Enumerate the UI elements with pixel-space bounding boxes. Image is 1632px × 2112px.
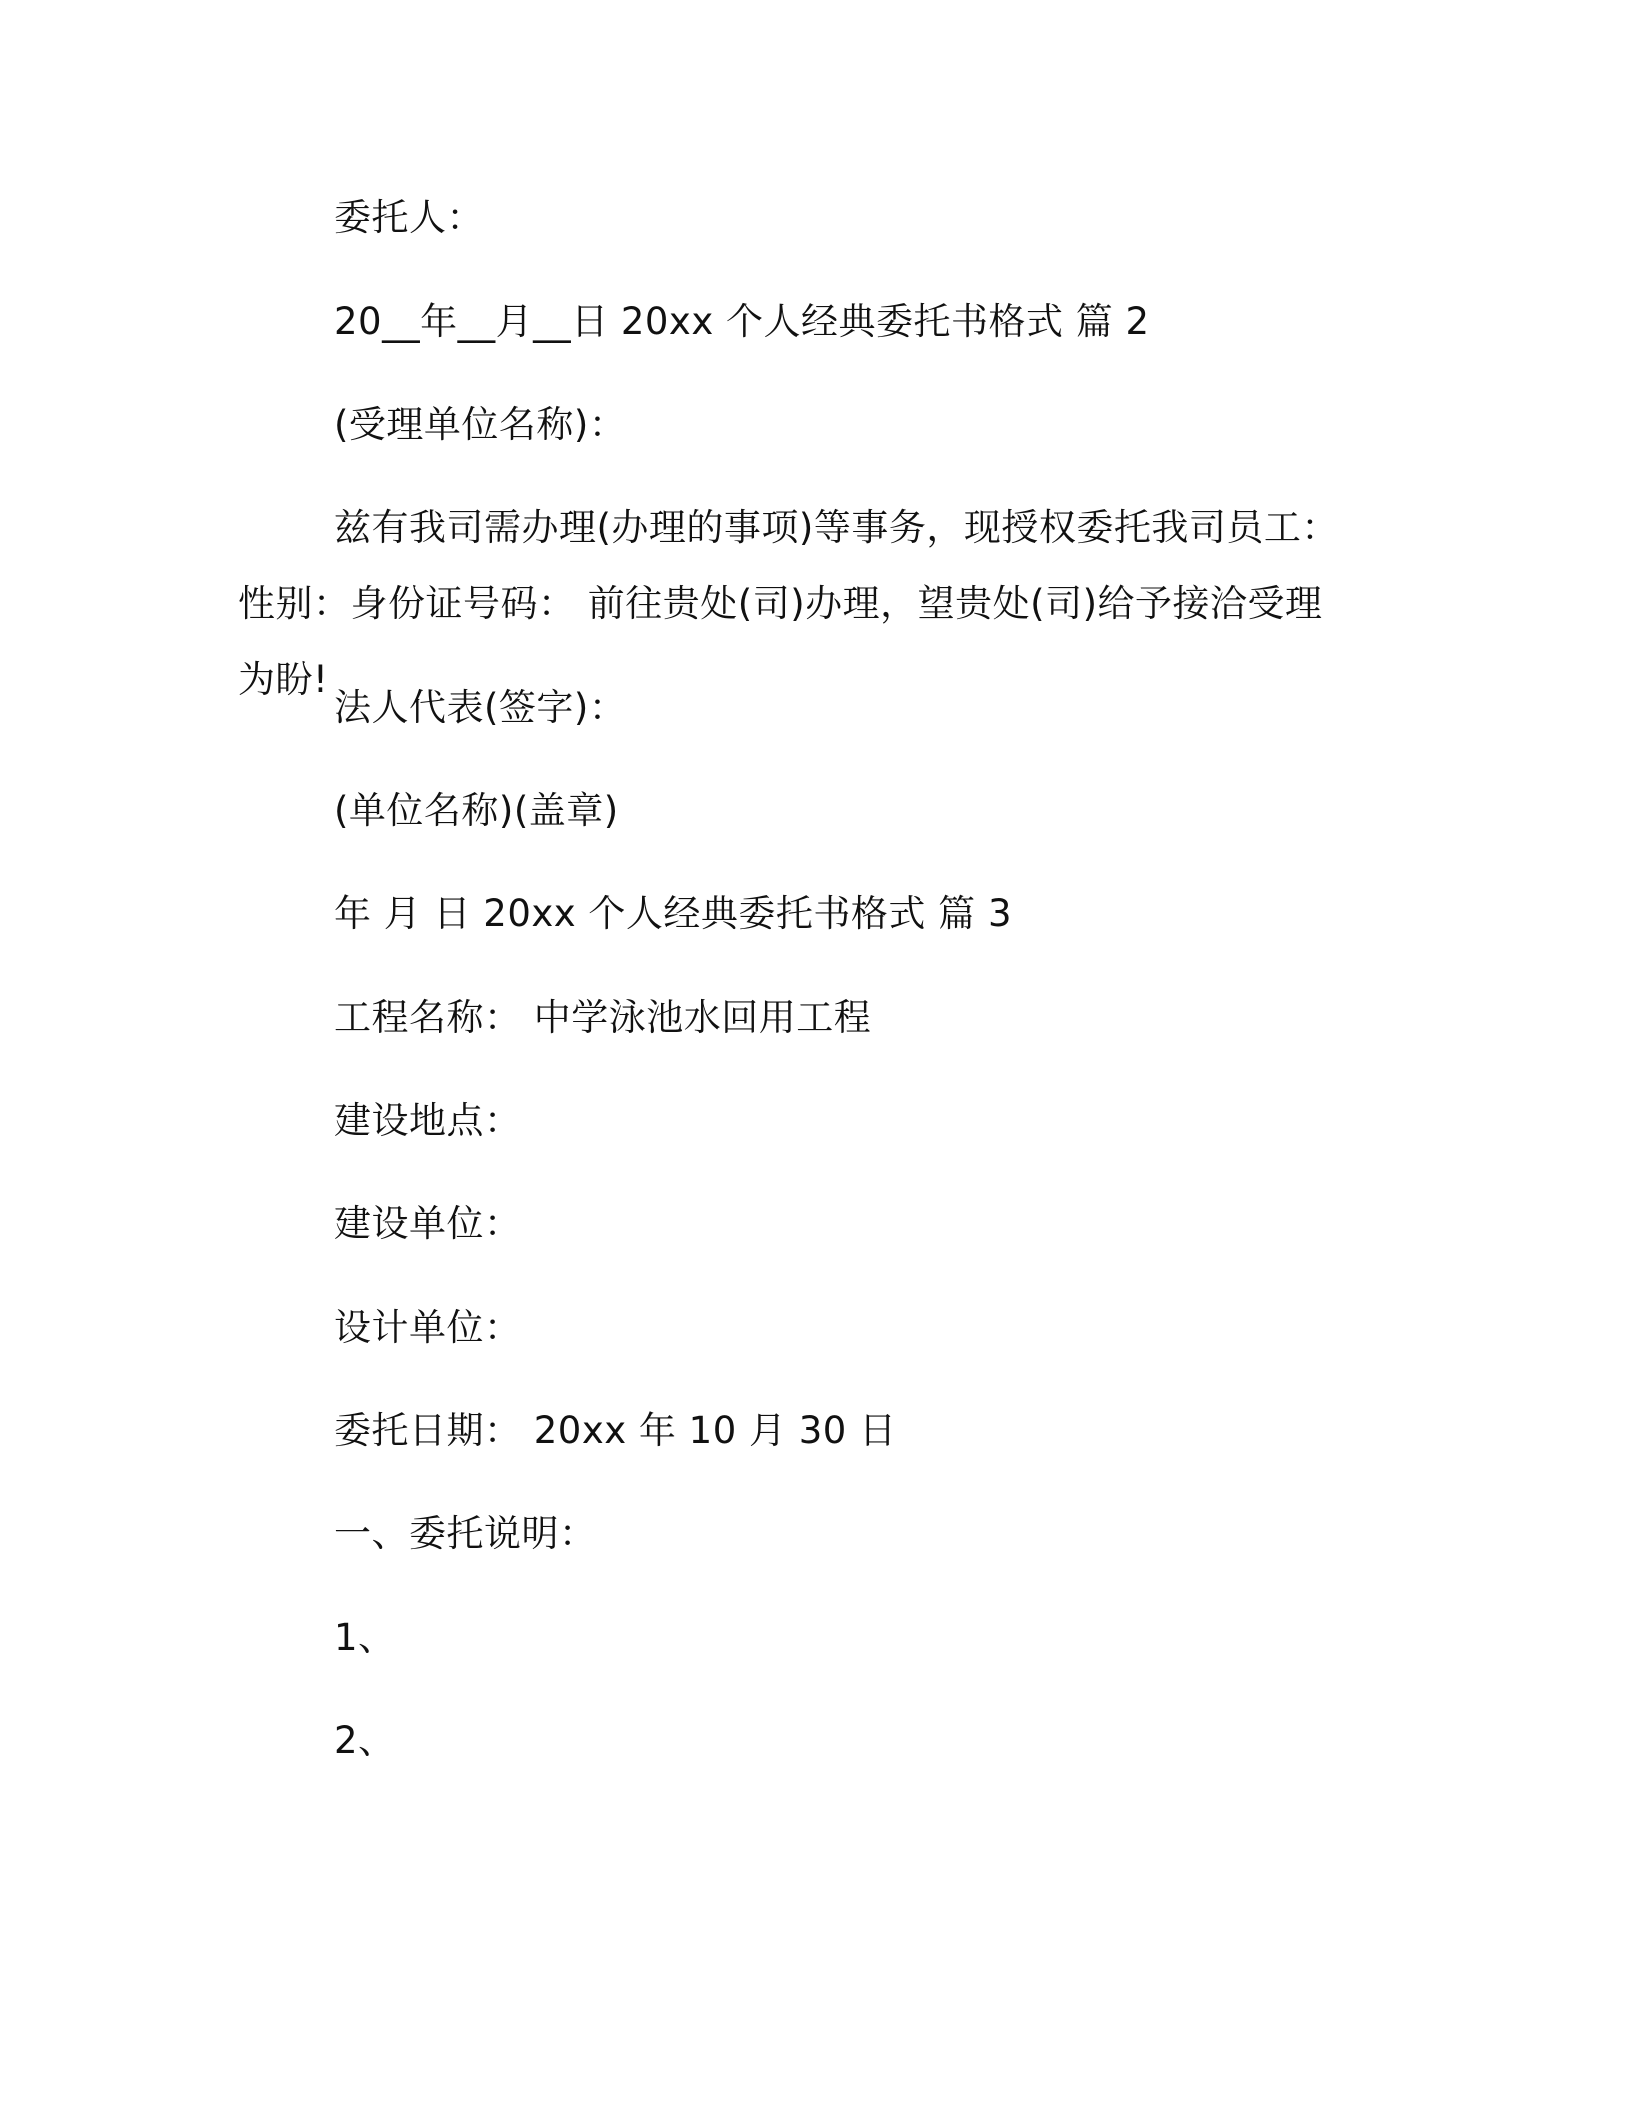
list-item-2: 2、 [334, 1719, 396, 1762]
commission-date-line: 委托日期： 20xx 年 10 月 30 日 [334, 1409, 897, 1452]
principal-line: 委托人： [334, 196, 484, 239]
legal-representative-signature-line: 法人代表(签字)： [334, 686, 627, 729]
list-item-1: 1、 [334, 1616, 396, 1659]
project-name-line: 工程名称： 中学泳池水回用工程 [334, 996, 872, 1039]
construction-site-line: 建设地点： [334, 1099, 522, 1142]
construction-unit-line: 建设单位： [334, 1202, 522, 1245]
commission-notes-heading: 一、委托说明： [334, 1512, 597, 1555]
authorization-paragraph: 兹有我司需办理(办理的事项)等事务，现授权委托我司员工：性别：身份证号码： 前往贵处(司)办理，望贵处(司)给予接洽受理为盼! [238, 506, 1339, 701]
date-and-section-2-heading: 20__年__月__日 20xx 个人经典委托书格式 篇 2 [334, 300, 1150, 343]
date-and-section-3-heading: 年 月 日 20xx 个人经典委托书格式 篇 3 [334, 892, 1012, 935]
receiving-unit-line: (受理单位名称)： [334, 403, 627, 446]
design-unit-line: 设计单位： [334, 1306, 522, 1349]
unit-name-seal-line: (单位名称)(盖章) [334, 789, 619, 832]
